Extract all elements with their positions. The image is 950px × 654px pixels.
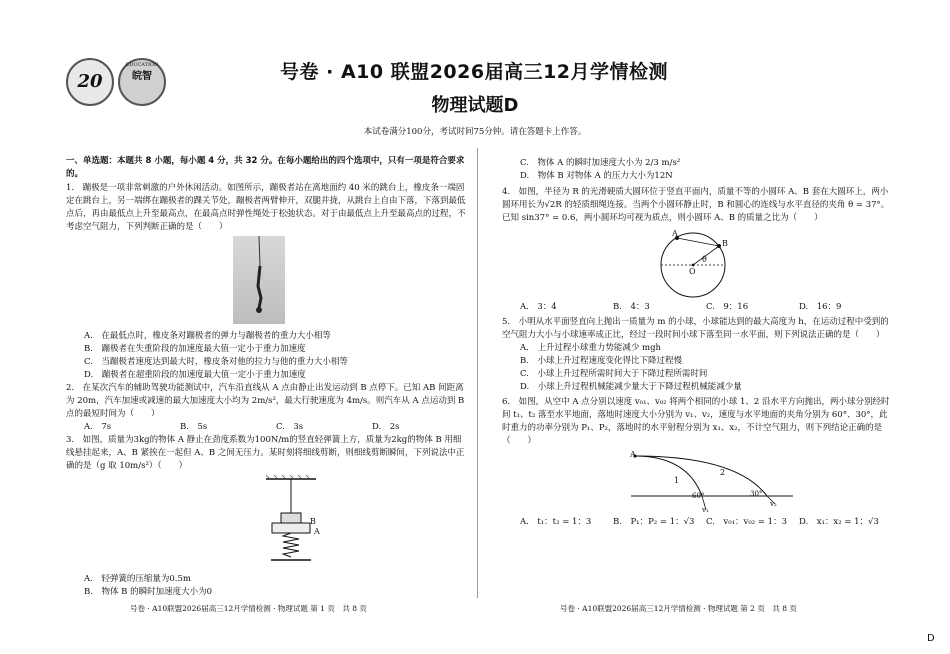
ring-o-label: O <box>689 267 696 276</box>
question-2-option-a: A. 7s <box>84 422 112 432</box>
exam-subtitle: 物理试题D <box>431 95 519 116</box>
section-heading: 一、单选题：本题共 8 小题，每小题 4 分，共 32 分。在每小题给出的四个选项中，只有一项是符合要求的。 <box>66 156 465 179</box>
question-3-stem: 3. 如图，质量为3kg的物体 A 静止在劲度系数为100N/m的竖直轻弹簧上方，质量为2kg的物体 B 用细线悬挂起来，A、B 紧挨在一起但 A、B 之间无压力。某时刻将细线剪断，则细线剪断瞬间，下列说法中正确的是（g 取 10m/s²）（ ） <box>66 435 465 471</box>
question-1-stem: 1. 蹦极是一项非常刺激的户外休闲活动。如图所示，蹦极者站在离地面约 40 米的跳台上，橡皮条一端固定在跳台上，另一端绑在蹦极者的踝关节处，蹦极者两臂伸开，双腿并拢，从跳台上自由下落，下落到最低点后，再由最低点上升至最高点，在最高点时弹性绳处于松弛状态。对于由最低点上升至最高点的过程，不考虑空气阻力，下列判断正确的是（ ） <box>66 183 466 232</box>
question-6-options <box>502 516 892 529</box>
question-1-option-a: A. 在最低点时，橡皮条对蹦极者的弹力与蹦极者的重力大小相等 <box>84 331 331 341</box>
question-2-stem: 2. 在某次汽车的辅助驾驶功能测试中，汽车沿直线从 A 点由静止出发运动到 B 点停下。已知 AB 间距离为 20m，汽车加速或减速的最大加速度大小均为 2m/s²，最大行驶速度为 4m/s。则汽车从 A 点运动到 B 点的最短时间为（ ） <box>66 383 465 419</box>
question-4-option-b: B. 4：3 <box>613 302 650 312</box>
angle-30-label: 30° <box>750 490 763 498</box>
block-a-label: A <box>314 527 320 536</box>
question-5-option-d: D. 小球上升过程机械能减少量大于下降过程机械能减少量 <box>520 382 742 392</box>
question-3-option-d: D. 物体 B 对物体 A 的压力大小为12N <box>520 171 673 181</box>
block-b-label: B <box>310 517 316 526</box>
ring-diagram-area <box>502 225 892 301</box>
education-seal-text: 皖智 <box>132 71 152 82</box>
right-column <box>502 157 892 529</box>
exam-note: 本试卷满分100分，考试时间75分钟。请在答题卡上作答。 <box>363 127 587 137</box>
question-4-option-d: D. 16：9 <box>799 302 842 312</box>
question-3-option-a: A. 轻弹簧的压缩量为0.5m <box>84 574 191 584</box>
trajectory-1-label: 1 <box>674 476 680 485</box>
question-2-option-c: C. 3s <box>276 422 304 432</box>
angle-60-label: 60° <box>692 492 705 500</box>
left-column <box>66 155 468 599</box>
launch-point-a-label: A <box>630 450 636 459</box>
question-6-option-c: C. v₀₁：v₀₂ = 1：3 <box>706 517 787 527</box>
question-5-option-b: B. 小球上升过程速度变化得比下降过程慢 <box>520 356 682 366</box>
question-2-options <box>66 421 468 434</box>
ring-a-label: A <box>672 229 678 238</box>
question-6-stem: 6. 如图，从空中 A 点分别以速度 v₀₁、v₀₂ 将两个相同的小球 1、2 沿水平方向抛出，两小球分别经时间 t₁、t₂ 落至水平地面，落地时速度大小分别为 v₁、v₂，速度与水平地面的夹角分别为 60°、30°，此时重力的功率分别为 P₁、P₂，落地时的水平射程分别为 x₁、x₂，不计空气阻力，则下列结论正确的是（ ） <box>502 397 890 446</box>
spring-diagram-area <box>66 473 468 573</box>
question-5-option-a: A. 上升过程小球重力势能减少 mgh <box>520 343 662 353</box>
ring-b-label: B <box>722 239 728 248</box>
velocity-v1-label: v₁ <box>702 506 709 514</box>
bungee-photo-area <box>66 234 468 330</box>
column-divider <box>477 148 478 598</box>
question-6-option-a: A. t₁：t₂ = 1：3 <box>520 517 592 527</box>
bungee-photo <box>233 236 285 324</box>
question-3-option-c: C. 物体 A 的瞬时加速度大小为 2/3 m/s² <box>520 158 681 168</box>
question-5-stem: 5. 小明从水平面竖直向上抛出一质量为 m 的小球，小球能达到的最大高度为 h，在运动过程中受到的空气阻力大小与小球速率成正比，经过一段时间小球下落至同一水平面，则下列说法正确的是（ ） <box>502 317 889 340</box>
ring-theta-label: θ <box>702 255 707 264</box>
question-1-option-d: D. 蹦极者在超重阶段的加速度最大值一定小于重力加速度 <box>84 370 306 380</box>
trajectory-2-label: 2 <box>720 468 726 477</box>
projectile-diagram-area <box>502 448 892 516</box>
alliance-seal-text: 20 <box>77 71 103 92</box>
exam-title: 号卷 · A10 联盟2026届高三12月学情检测 <box>280 61 669 83</box>
question-2-option-b: B. 5s <box>180 422 208 432</box>
education-seal-ring: EDUCATION <box>125 62 159 68</box>
question-6-option-d: D. x₁：x₂ = 1：√3 <box>799 517 879 527</box>
bungee-jumper-icon <box>233 236 285 324</box>
footer-page-1: 号卷 · A10联盟2026届高三12月学情检测 · 物理试题 第 1 页 共 8 页 <box>130 604 367 613</box>
footer-page-2: 号卷 · A10联盟2026届高三12月学情检测 · 物理试题 第 2 页 共 8 页 <box>560 604 797 613</box>
question-1-option-b: B. 蹦极者在失重阶段的加速度最大值一定小于重力加速度 <box>84 344 306 354</box>
question-3-option-b: B. 物体 B 的瞬时加速度大小为0 <box>84 587 213 597</box>
question-1-option-c: C. 当蹦极者速度达到最大时，橡皮条对他的拉力与他的重力大小相等 <box>84 357 348 367</box>
corner-version-mark: D <box>927 633 935 644</box>
question-5-option-c: C. 小球上升过程所需时间大于下降过程所需时间 <box>520 369 708 379</box>
question-2-option-d: D. 2s <box>372 422 400 432</box>
question-4-stem: 4. 如图，半径为 R 的光滑硬质大圆环位于竖直平面内，质量不等的小圆环 A、B 套在大圆环上，两小圆环用长为√2R 的轻质细绳连接。当两个小圆环静止时，B 和圆心的连线与水平直径的夹角 θ = 37°。已知 sin37° = 0.6，两小圆环均可视为质点，则小圆环 A、B 的质量之比为（ ） <box>502 187 890 223</box>
question-4-options <box>502 301 892 314</box>
question-4-option-c: C. 9：16 <box>706 302 749 312</box>
question-4-option-a: A. 3：4 <box>520 302 557 312</box>
velocity-v2-label: v₂ <box>770 500 777 508</box>
question-6-option-b: B. P₁：P₂ = 1：√3 <box>613 517 695 527</box>
